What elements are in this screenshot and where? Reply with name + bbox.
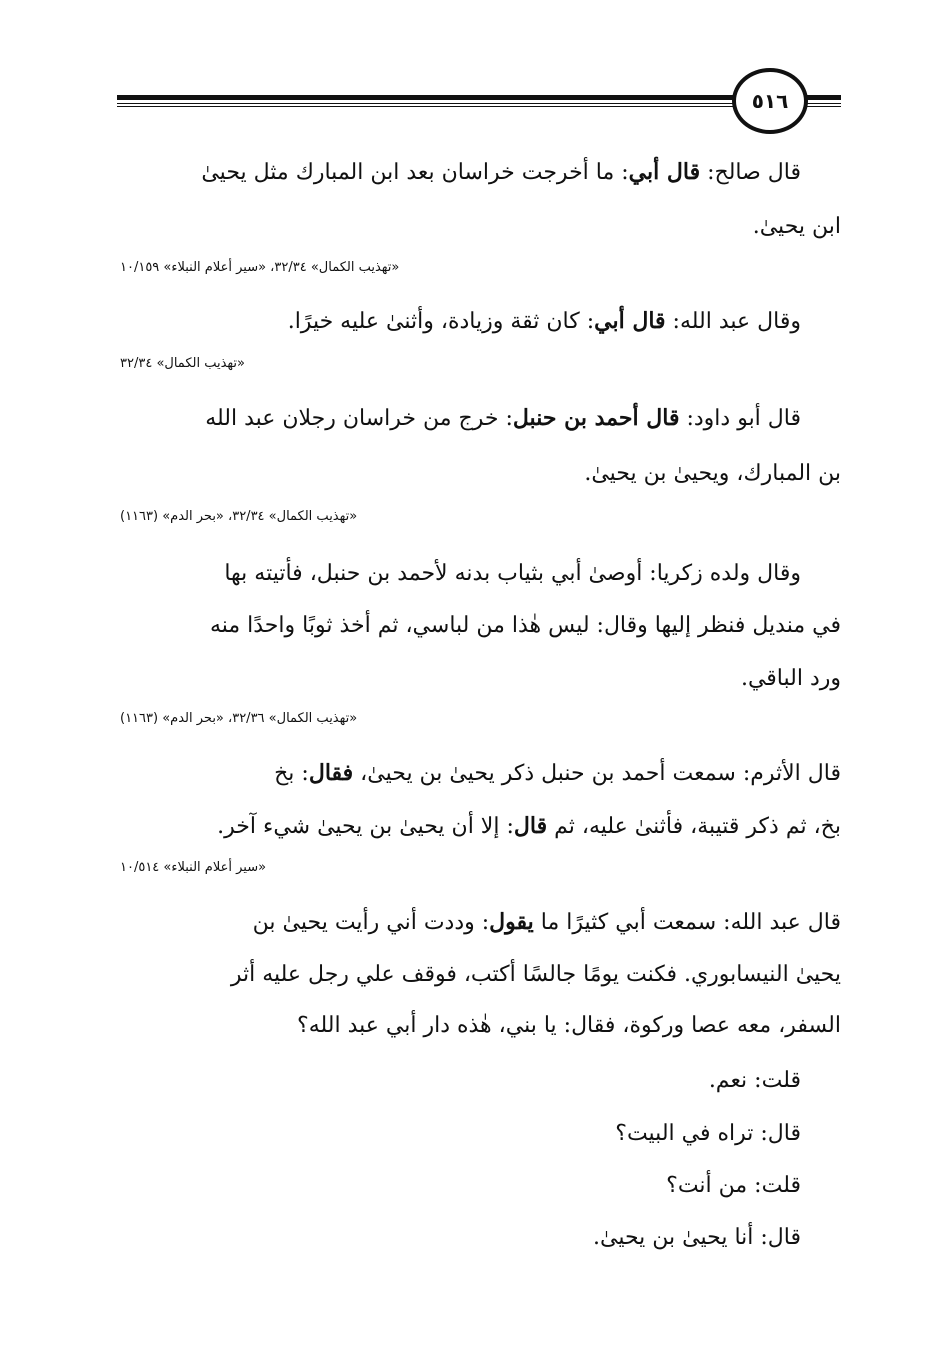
source-reference: «تهذيب الكمال» ٣٢/٣٤، «بحر الدم» (١١٦٣) <box>120 509 358 524</box>
bold-span: قال أبي <box>594 308 666 334</box>
text-line <box>253 907 841 938</box>
bold-span: قال أحمد بن حنبل <box>512 405 680 431</box>
text-line <box>288 306 801 337</box>
dialog-line: قلت: نعم. <box>708 1068 801 1093</box>
text-span: : ما أخرجت خراسان بعد ابن المبارك مثل يحيىٰ <box>201 160 629 185</box>
text-span: قال الأثرم: سمعت أحمد بن حنبل ذكر يحيىٰ بن يحيىٰ، <box>353 761 841 786</box>
text-span: : كان ثقة وزيادة، وأثنىٰ عليه خيرًا. <box>287 309 595 334</box>
text-line: ابن يحيىٰ. <box>752 214 841 239</box>
text-span: بخ، ثم ذكر قتيبة، فأثنىٰ عليه، ثم <box>547 814 841 839</box>
text-span: وقال عبد الله: <box>665 309 801 334</box>
bold-span: قال <box>513 813 548 839</box>
text-line <box>201 157 801 188</box>
source-reference: «سير أعلام النبلاء» ١٠/٥١٤ <box>120 860 267 875</box>
text-line: ورد الباقي. <box>740 666 841 691</box>
text-span: قال صالح: <box>700 160 801 185</box>
text-line: السفر، معه عصا وركوة، فقال: يا بني، هٰذه دار أبي عبد الله؟ <box>297 1013 841 1038</box>
source-reference: «تهذيب الكمال» ٣٢/٣٤ <box>120 356 245 371</box>
text-span: قال عبد الله: سمعت أبي كثيرًا ما <box>533 910 841 935</box>
text-line: يحيىٰ النيسابوري. فكنت يومًا جالسًا أكتب، فوقف علي رجل عليه أثر <box>230 962 841 987</box>
text-line: بن المبارك، ويحيىٰ بن يحيىٰ. <box>584 461 841 486</box>
bold-span: فقال <box>308 760 354 786</box>
page-number: ٥١٦ <box>732 68 808 134</box>
text-span: قال أبو داود: <box>679 406 801 431</box>
dialog-line: قال: تراه في البيت؟ <box>615 1121 801 1146</box>
text-line <box>274 758 841 789</box>
text-line: وقال ولده زكريا: أوصىٰ أبي بثياب بدنه لأحمد بن حنبل، فأتيته بها <box>224 561 801 586</box>
dialog-line: قال: أنا يحيىٰ بن يحيىٰ. <box>593 1225 801 1250</box>
text-line <box>205 403 801 434</box>
dialog-line: قلت: من أنت؟ <box>666 1173 801 1198</box>
text-span: : إلا أن يحيىٰ بن يحيىٰ شيء آخر. <box>217 814 514 839</box>
text-span: : خرج من خراسان رجلان عبد الله <box>205 406 513 431</box>
text-line: في منديل فنظر إليها وقال: ليس هٰذا من لباسي، ثم أخذ ثوبًا واحدًا منه <box>209 613 841 638</box>
bold-span: قال أبي <box>628 159 701 185</box>
text-span: : وددت أني رأيت يحيىٰ بن <box>252 910 490 935</box>
source-reference: «تهذيب الكمال» ٣٢/٣٦، «بحر الدم» (١١٦٣) <box>120 711 358 726</box>
text-span: : بخ <box>274 761 309 786</box>
source-reference: «تهذيب الكمال» ٣٢/٣٤، «سير أعلام النبلاء» ١٠/١٥٩ <box>120 260 400 275</box>
text-line <box>217 811 841 842</box>
bold-span: يقول <box>489 909 534 935</box>
